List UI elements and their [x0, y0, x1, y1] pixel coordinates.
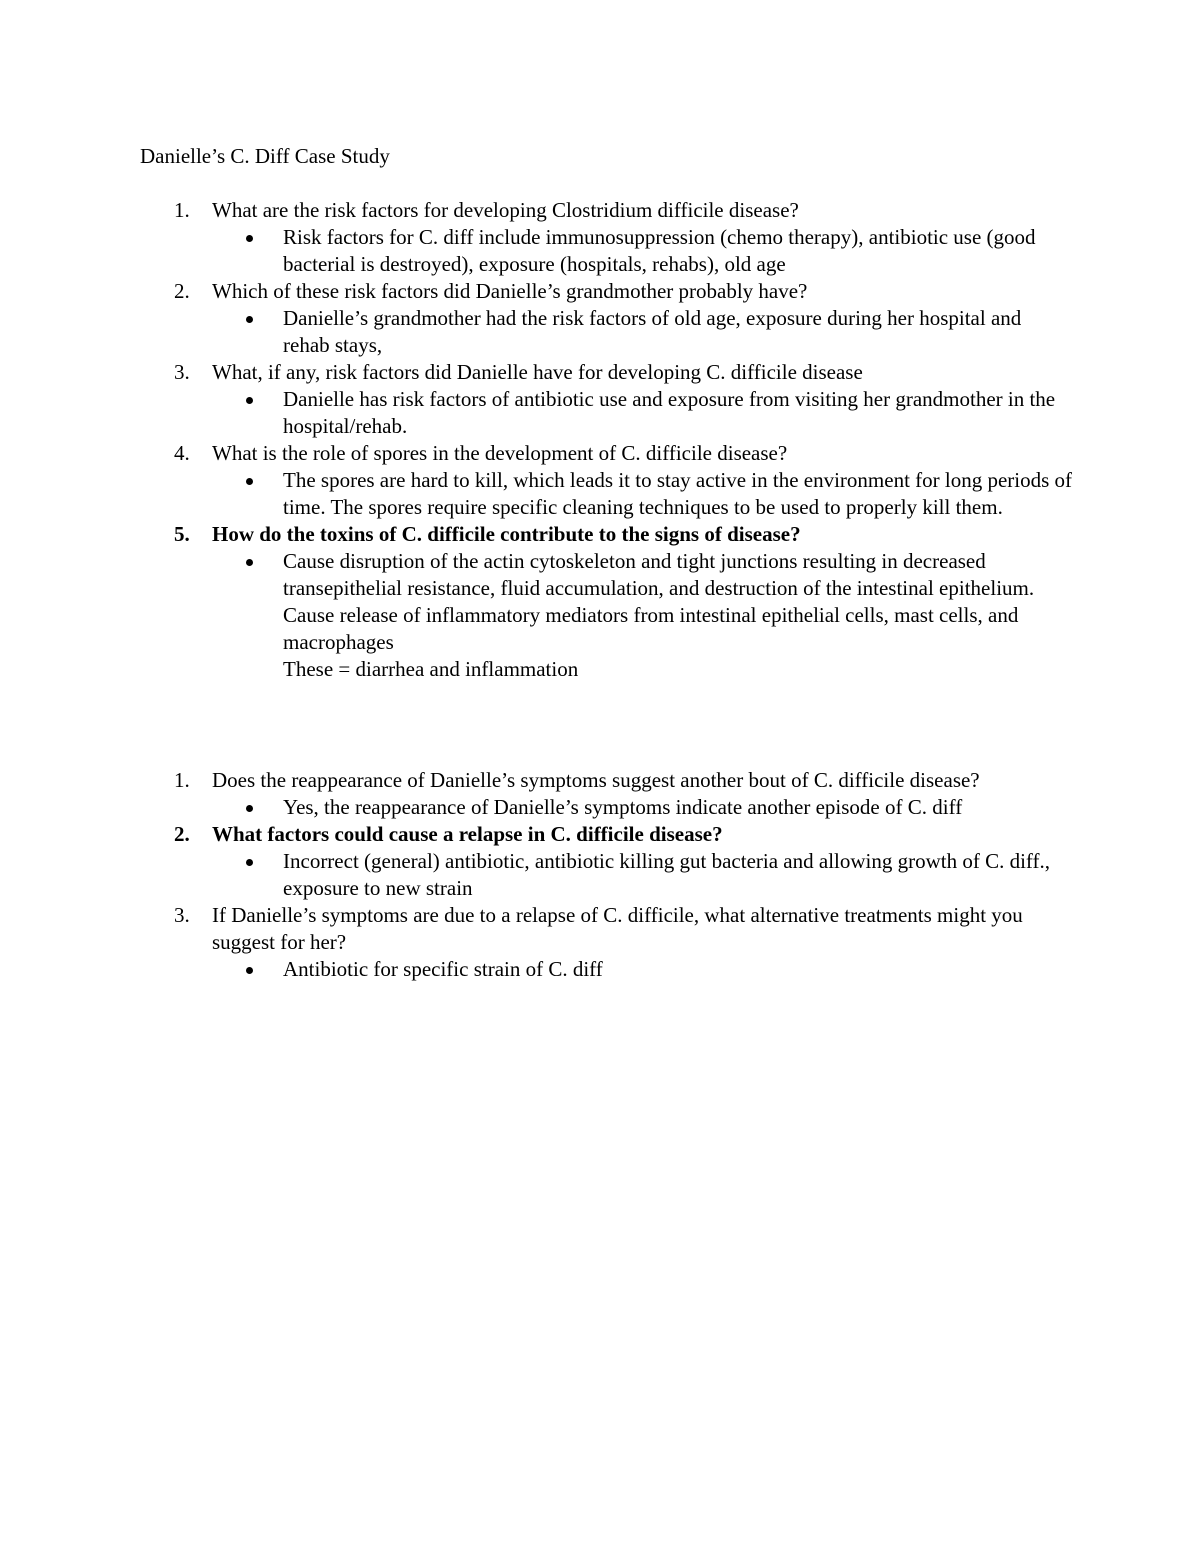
answer-summary: These = diarrhea and inflammation: [283, 657, 579, 681]
question-number: 5.: [174, 522, 190, 546]
question-item: [0, 821, 1200, 848]
answer-item: [0, 224, 1200, 278]
question-list-part-2: [0, 767, 1200, 983]
question-text: How do the toxins of C. difficile contribute to the signs of disease?: [212, 522, 801, 546]
answer-text: Danielle has risk factors of antibiotic use and exposure from visiting her grandmother in the hospital/rehab.: [283, 387, 1056, 438]
question-item: [0, 902, 1200, 956]
question-item: [0, 767, 1200, 794]
answer-item: [0, 848, 1200, 902]
answer-text: Yes, the reappearance of Danielle’s symptoms indicate another episode of C. diff: [283, 795, 963, 819]
bullet-icon: [246, 967, 253, 974]
answer-item: [0, 467, 1200, 521]
question-text: What is the role of spores in the development of C. difficile disease?: [212, 441, 788, 465]
document-title: Danielle’s C. Diff Case Study: [140, 144, 390, 168]
question-text: What are the risk factors for developing Clostridium difficile disease?: [212, 198, 799, 222]
bullet-icon: [246, 859, 253, 866]
question-number: 1.: [174, 768, 190, 792]
question-item: [0, 278, 1200, 305]
question-text: What factors could cause a relapse in C. difficile disease?: [212, 822, 723, 846]
answer-text: Antibiotic for specific strain of C. diff: [283, 957, 603, 981]
answer-text-block: [283, 548, 1073, 683]
question-number: 1.: [174, 198, 190, 222]
question-text: If Danielle’s symptoms are due to a relapse of C. difficile, what alternative treatments might you suggest for her?: [212, 903, 1023, 954]
answer-item: [0, 794, 1200, 821]
answer-text: The spores are hard to kill, which leads it to stay active in the environment for long periods of time. The spores require specific cleaning techniques to be used to properly kill them.: [283, 468, 1073, 519]
question-list-part-1: [0, 197, 1200, 683]
question-number: 2.: [174, 822, 190, 846]
answer-item: [0, 956, 1200, 983]
bullet-icon: [246, 235, 253, 242]
answer-item: [0, 548, 1200, 683]
bullet-icon: [246, 805, 253, 812]
bullet-icon: [246, 478, 253, 485]
answer-text: Risk factors for C. diff include immunosuppression (chemo therapy), antibiotic use (good bacterial is destroyed), exposure (hospitals, rehabs), old age: [283, 225, 1036, 276]
question-text: What, if any, risk factors did Danielle have for developing C. difficile disease: [212, 360, 863, 384]
answer-text: Incorrect (general) antibiotic, antibiotic killing gut bacteria and allowing growth of C. diff., exposure to new strain: [283, 849, 1051, 900]
answer-item: [0, 305, 1200, 359]
answer-item: [0, 386, 1200, 440]
question-item: [0, 440, 1200, 467]
question-item: [0, 197, 1200, 224]
answer-text: Danielle’s grandmother had the risk factors of old age, exposure during her hospital and rehab stays,: [283, 306, 1022, 357]
bullet-icon: [246, 397, 253, 404]
question-text: Which of these risk factors did Danielle’s grandmother probably have?: [212, 279, 808, 303]
question-item: [0, 521, 1200, 548]
question-number: 2.: [174, 279, 190, 303]
question-number: 4.: [174, 441, 190, 465]
question-number: 3.: [174, 903, 190, 927]
question-number: 3.: [174, 360, 190, 384]
answer-text: Cause disruption of the actin cytoskeleton and tight junctions resulting in decreased transepithelial resistance, fluid accumulation, and destruction of the intestinal epithelium. Cause release of inflammatory mediators from intestinal epithelial cells, mast cells, and macrophages: [283, 549, 1035, 654]
question-text: Does the reappearance of Danielle’s symptoms suggest another bout of C. difficile disease?: [212, 768, 980, 792]
question-item: [0, 359, 1200, 386]
bullet-icon: [246, 559, 253, 566]
bullet-icon: [246, 316, 253, 323]
